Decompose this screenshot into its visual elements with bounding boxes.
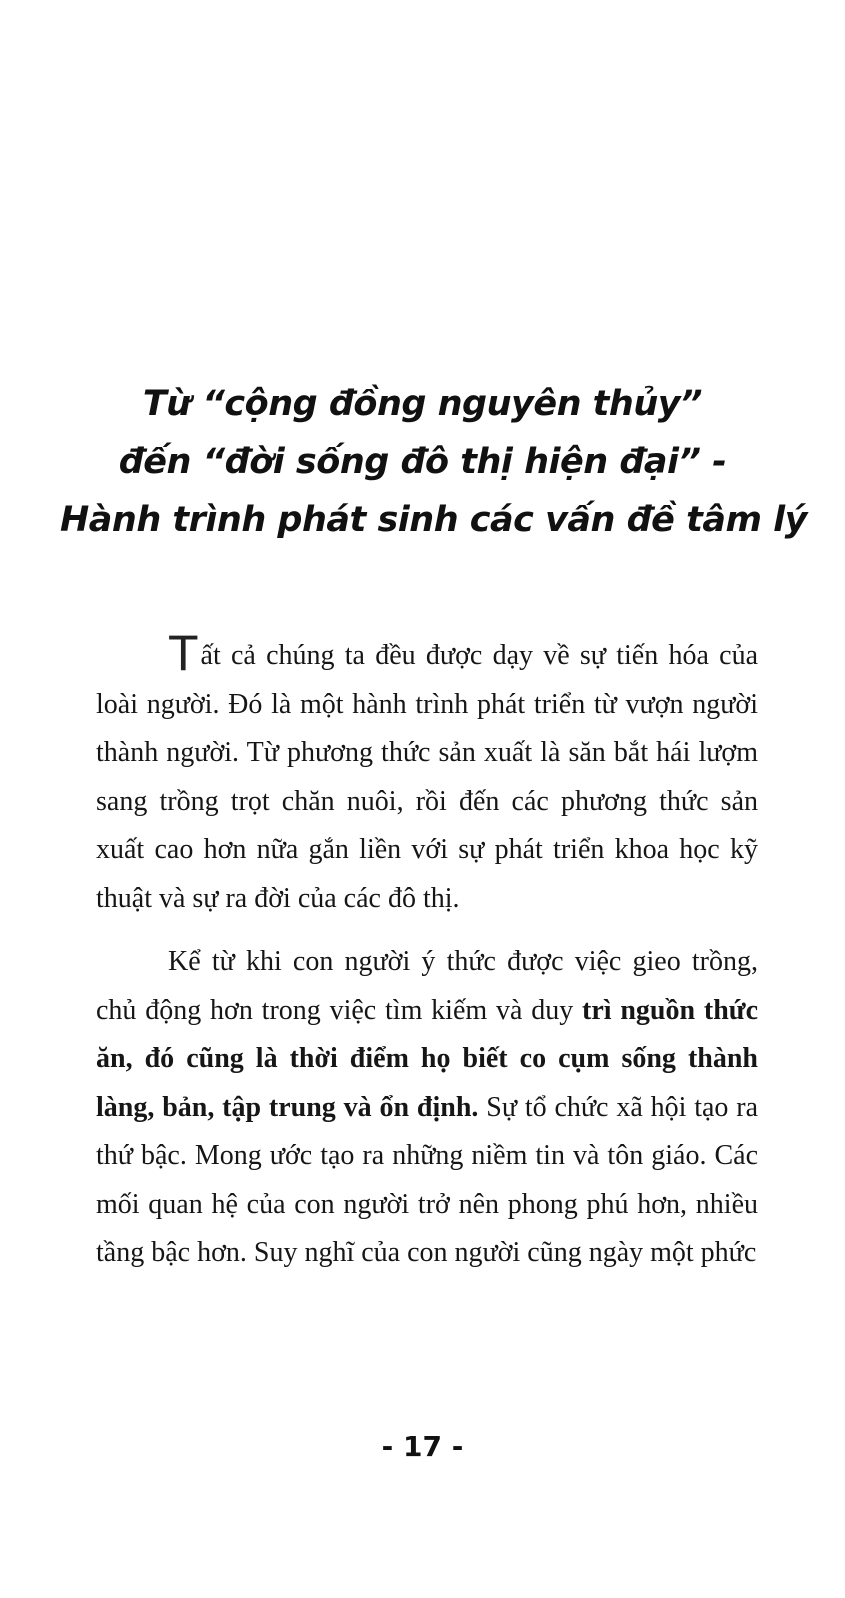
chapter-title-line-2: đến “đời sống đô thị hiện đại” -: [118, 442, 727, 483]
paragraph-2: [96, 938, 758, 1278]
paragraph-1-text: ất cả chúng ta đều được dạy về sự tiến hóa của loài người. Đó là một hành trình phát triển từ vượn người thành người. Từ phương thức sản xuất là săn bắt hái lượm sang trồng trọt chăn nuôi, rồi đến các phương thức sản xuất cao hơn nữa gắn liền với sự phát triển khoa học kỹ thuật và sự ra đời của các đô thị.: [96, 640, 758, 914]
paragraph-1: [96, 625, 758, 923]
chapter-title: [60, 375, 807, 549]
body-text: [96, 625, 759, 1278]
chapter-title-line-1: Từ “cộng đồng nguyên thủy”: [142, 384, 703, 425]
paragraph-2-text-a: Kể từ khi con người ý thức được việc gieo trồng, chủ động hơn trong việc tìm kiếm và duy: [96, 946, 758, 1026]
page-number: - 17 -: [381, 1430, 464, 1463]
paragraph-2-bold-text: trì nguồn thức ăn, đó cũng là thời điểm họ biết co cụm sống thành làng, bản, tập trung và ổn định.: [96, 994, 758, 1123]
drop-cap: T: [168, 625, 199, 681]
chapter-title-line-3: Hành trình phát sinh các vấn đề tâm lý: [60, 500, 807, 541]
paragraph-2-text-b: Sự tổ chức xã hội tạo ra thứ bậc. Mong ước tạo ra những niềm tin và tôn giáo. Các mối quan hệ của con người trở nên phong phú hơn, nhiều tầng bậc hơn. Suy nghĩ của con người cũng ngày một phức: [96, 1091, 759, 1268]
